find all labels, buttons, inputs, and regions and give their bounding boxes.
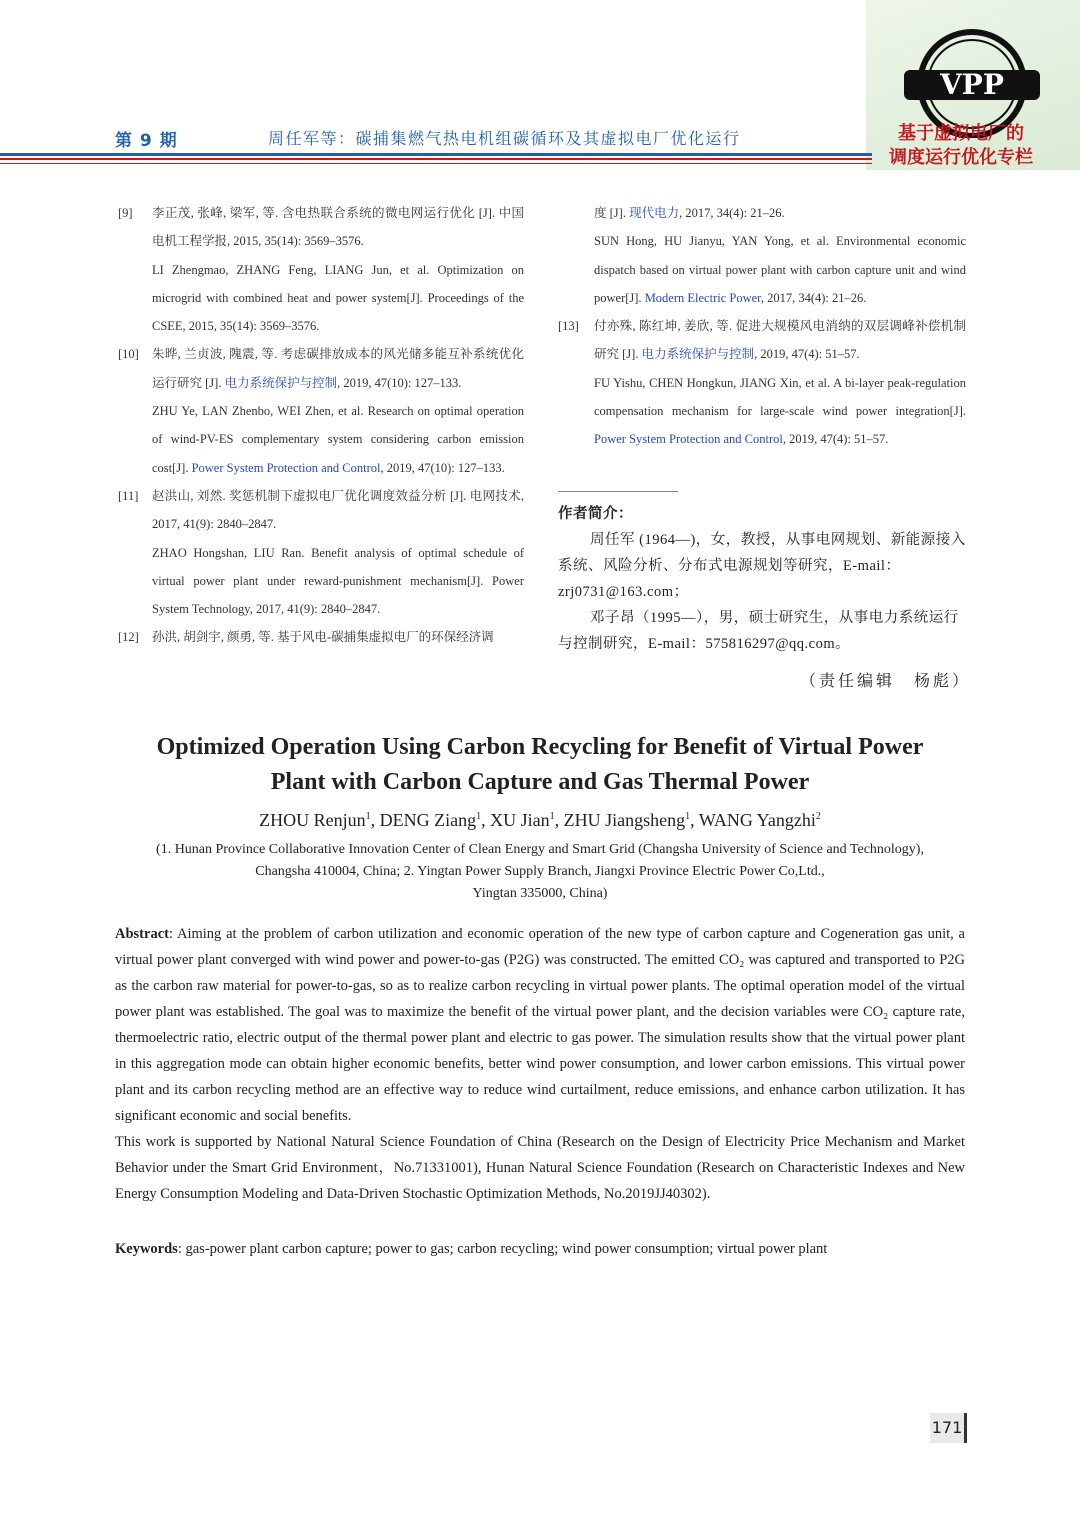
header-rule-blue	[0, 153, 872, 156]
header-rule-red	[0, 158, 872, 160]
reference-en: FU Yishu, CHEN Hongkun, JIANG Xin, et al. A bi-layer peak-regulation compensation mechanism for large-scale wind power integration[J]. Power System Protection and Control, 2019, 47(4): 51–57.	[594, 375, 966, 447]
reference-cn: 孙洪, 胡剑宇, 颜勇, 等. 基于风电-碳捕集虚拟电厂的环保经济调	[152, 630, 494, 645]
references-left-column	[118, 199, 524, 652]
reference-cn: 付亦殊, 陈红坤, 姜欣, 等. 促进大规模风电消纳的双层调峰补偿机制研究 [J]. 电力系统保护与控制, 2019, 47(4): 51–57.	[594, 319, 966, 362]
issue-number: 第 9 期	[115, 131, 178, 151]
author-affiliation: 1	[549, 811, 555, 822]
author-name: ZHU Jiangsheng	[563, 810, 686, 830]
series-label-line1: 基于虚拟电厂的	[898, 123, 1024, 144]
affiliations	[110, 839, 970, 905]
responsible-editor: （责任编辑 杨彪）	[800, 673, 972, 690]
reference-en: SUN Hong, HU Jianyu, YAN Yong, et al. Environmental economic dispatch based on virtual power plant with carbon capture unit and wind power[J]. Modern Electric Power, 2017, 34(4): 21–26.	[594, 234, 966, 305]
reference-item	[118, 340, 524, 481]
bio-author1: 周任军 (1964—)，女，教授，从事电网规划、新能源接入系统、风险分析、分布式电源规划等研究，E-mail：zrj0731@163.com；	[558, 532, 966, 600]
reference-number: [11]	[118, 488, 139, 503]
references-right-column	[558, 199, 966, 454]
affiliation-line: Changsha 410004, China; 2. Yingtan Power Supply Branch, Jiangxi Province Electric Power Co,Ltd.,	[255, 864, 825, 879]
reference-number: [10]	[118, 347, 139, 362]
reference-cn: 度 [J]. 现代电力, 2017, 34(4): 21–26.	[594, 206, 785, 220]
reference-en: LI Zhengmao, ZHANG Feng, LIANG Jun, et al. Optimization on microgrid with combined heat and power system[J]. Proceedings of the CSEE, 2015, 35(14): 3569–3576.	[152, 262, 524, 334]
author-name: ZHOU Renjun	[259, 810, 366, 830]
series-label	[872, 122, 1050, 170]
bio-author2: 邓子昂（1995—），男，硕士研究生，从事电力系统运行与控制研究，E-mail：575816297@qq.com。	[558, 610, 959, 652]
journal-link[interactable]: Modern Electric Power	[644, 290, 761, 305]
abstract-label: Abstract	[115, 926, 169, 942]
author-list: ZHOU Renjun$^1$, DENG Ziang$^1$, XU Jian$^1$, ZHU Jiangsheng$^1$, WANG Yangzhi$^2$	[259, 810, 821, 830]
author-bio	[558, 501, 966, 657]
reference-item	[118, 199, 524, 340]
author-name: WANG Yangzhi	[698, 810, 816, 830]
author-affiliation: 1	[365, 811, 371, 822]
paper-title	[110, 730, 970, 800]
keywords: Keywords: gas-power plant carbon capture; power to gas; carbon recycling; wind power consumption; virtual power plant	[115, 1241, 828, 1257]
logo-text: VPP	[940, 68, 1004, 101]
journal-link[interactable]: 电力系统保护与控制	[641, 347, 755, 362]
reference-en: ZHU Ye, LAN Zhenbo, WEI Zhen, et al. Research on optimal operation of wind-PV-ES complementary system considering carbon emission cost[J]. Power System Protection and Control, 2019, 47(10): 127–133.	[152, 404, 524, 475]
abstract: Abstract: Aiming at the problem of carbon utilization and economic operation of the new type of carbon capture and Cogeneration gas unit, a virtual power plant converged with wind power and power-to-gas (P2G) was constructed. The emitted CO₂ was captured and transported to P2G as the carbon raw material for power-to-gas, so as to realize carbon recycling in virtual power plants. The optimal operation model of the virtual power plant was established. The goal was to maximize the benefit of the virtual power plant, and the decision variables were CO₂ capture rate, thermoelectric ratio, electric output of the thermal power plant and electric to gas power. The simulation results show that the virtual power plant in this aggregation mode can obtain higher economic benefits, better wind power consumption, and lower carbon emissions. This virtual power plant and its carbon recycling method are an effective way to reduce wind curtailment, reduce emissions, and enhance carbon utilization. It has significant economic and social benefits. This work is supported by National Natural Science Foundation of China (Research on the Design of Electricity Price Mechanism and Market Behavior under the Smart Grid Environment，No.71331001), Hunan Natural Science Foundation (Research on Characteristic Indexes and New Energy Consumption Modeling and Data-Driven Stochastic Optimization Methods, No.2019JJ40302).	[115, 921, 965, 1207]
series-label-line2: 调度运行优化专栏	[889, 147, 1033, 168]
reference-number: [13]	[558, 319, 579, 334]
author-affiliation: 1	[685, 811, 691, 822]
author-name: DENG Ziang	[379, 810, 477, 830]
abstract-text: Aiming at the problem of carbon utilization and economic operation of the new type of carbon capture and Cogeneration gas unit, a virtual power plant converged with wind power and power-to-gas (P2G) was constructed. The emitted CO₂ was captured and transported to P2G as the carbon raw material for power-to-gas, so as to realize carbon recycling in virtual power plants. The optimal operation model of the virtual power plant was established. The goal was to maximize the benefit of the virtual power plant, and the decision variables were CO₂ capture rate, thermoelectric ratio, electric output of the thermal power plant and electric to gas power. The simulation results show that the virtual power plant in this aggregation mode can obtain higher economic benefits, better wind power consumption, and lower carbon emissions. This virtual power plant and its carbon recycling method are an effective way to reduce wind curtailment, reduce emissions, and enhance carbon utilization. It has significant economic and social benefits.	[115, 926, 965, 1124]
reference-cn: 李正茂, 张峰, 梁军, 等. 含电热联合系统的微电网运行优化 [J]. 中国电机工程学报, 2015, 35(14): 3569–3576.	[152, 206, 524, 249]
affiliation-line: (1. Hunan Province Collaborative Innovation Center of Clean Energy and Smart Grid (Changsha University of Science and Technology),	[156, 842, 924, 857]
journal-link[interactable]: Power System Protection and Control	[594, 432, 783, 447]
author-affiliation: 1	[476, 811, 482, 822]
keywords-label: Keywords	[115, 1241, 178, 1257]
reference-en: ZHAO Hongshan, LIU Ran. Benefit analysis of optimal schedule of virtual power plant under reward-punishment mechanism[J]. Power System Technology, 2017, 41(9): 2840–2847.	[152, 545, 524, 617]
paper-title-line1: Optimized Operation Using Carbon Recycling for Benefit of Virtual Power	[156, 734, 924, 760]
author-name: XU Jian	[490, 810, 550, 830]
journal-link[interactable]: Power System Protection and Control	[191, 460, 381, 475]
running-title: 周任军等：碳捕集燃气热电机组碳循环及其虚拟电厂优化运行	[268, 129, 741, 148]
reference-number: [12]	[118, 630, 139, 645]
reference-number: [9]	[118, 206, 133, 220]
reference-item	[118, 623, 524, 651]
reference-item	[558, 312, 966, 453]
reference-cn: 朱晔, 兰贞波, 隗震, 等. 考虑碳排放成本的风光储多能互补系统优化运行研究 [J]. 电力系统保护与控制, 2019, 47(10): 127–133.	[152, 347, 524, 390]
journal-link[interactable]: 电力系统保护与控制	[224, 375, 338, 390]
reference-continued	[558, 199, 966, 312]
keywords-text: gas-power plant carbon capture; power to gas; carbon recycling; wind power consumption; virtual power plant	[185, 1241, 828, 1257]
author-affiliation: 2	[815, 811, 821, 822]
journal-link[interactable]: 现代电力	[629, 206, 680, 220]
affiliation-line: Yingtan 335000, China)	[472, 886, 608, 901]
reference-cn: 赵洪山, 刘然. 奖惩机制下虚拟电厂优化调度效益分析 [J]. 电网技术, 2017, 41(9): 2840–2847.	[152, 488, 524, 532]
reference-item	[118, 482, 524, 623]
funding-text: This work is supported by National Natural Science Foundation of China (Research on the Design of Electricity Price Mechanism and Market Behavior under the Smart Grid Environment，No.71331001), Hunan Natural Science Foundation (Research on Characteristic Indexes and New Energy Consumption Modeling and Data-Driven Stochastic Optimization Methods, No.2019JJ40302).	[115, 1134, 965, 1202]
paper-title-line2: Plant with Carbon Capture and Gas Thermal Power	[270, 769, 810, 795]
bio-divider	[558, 491, 678, 492]
header-rule-red-thin	[0, 163, 872, 164]
page-number: 171	[930, 1413, 967, 1443]
bio-title: 作者简介：	[558, 506, 633, 522]
